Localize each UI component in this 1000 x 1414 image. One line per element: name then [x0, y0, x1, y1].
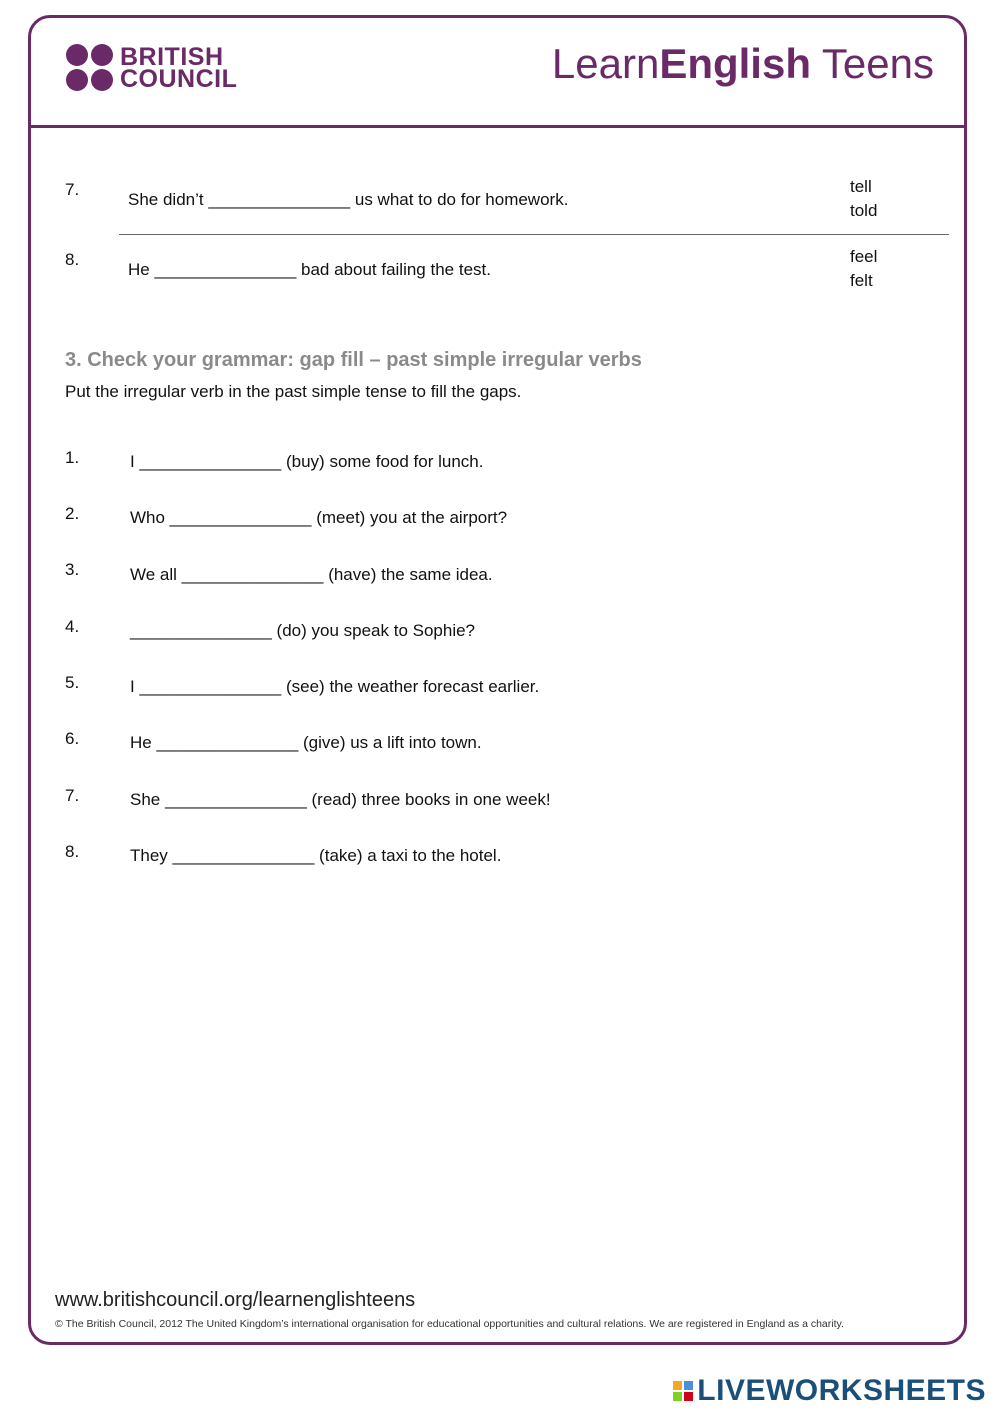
learnenglish-teens-brand — [552, 40, 934, 88]
section-instructions: Put the irregular verb in the past simple tense to fill the gaps. — [65, 382, 522, 401]
gap-fill-sentence[interactable]: I _______________ (see) the weather forecast earlier. — [130, 677, 540, 696]
gap-fill-sentence[interactable]: They _______________ (take) a taxi to the hotel. — [130, 846, 502, 865]
watermark-text: LIVEWORKSHEETS — [697, 1374, 986, 1407]
prev-item-number: 7. — [65, 180, 80, 199]
option-word: feel — [850, 247, 878, 266]
gap-fill-sentence[interactable]: We all _______________ (have) the same idea. — [130, 565, 493, 584]
prev-item-number: 8. — [65, 250, 80, 269]
item-number: 4. — [65, 617, 80, 636]
item-number: 6. — [65, 729, 80, 748]
header-divider — [28, 125, 967, 128]
gap-fill-sentence[interactable]: Who _______________ (meet) you at the airport? — [130, 508, 508, 527]
item-number: 2. — [65, 504, 80, 523]
logo-text — [120, 43, 238, 93]
gap-fill-sentence[interactable]: He _______________ (give) us a lift into town. — [130, 733, 482, 752]
item-number: 3. — [65, 560, 80, 579]
item-number: 1. — [65, 448, 80, 467]
brand-english: English — [659, 40, 811, 87]
option-word: told — [850, 201, 878, 220]
liveworksheets-logo-icon — [673, 1381, 693, 1401]
brand-teens: Teens — [821, 40, 934, 87]
prev-item-options — [850, 245, 877, 293]
prev-item-sentence: She didn’t _______________ us what to do for homework. — [128, 190, 569, 209]
item-number: 5. — [65, 673, 80, 692]
british-council-logo — [66, 44, 237, 92]
logo-line1: BRITISH — [120, 43, 224, 71]
item-divider — [119, 234, 949, 235]
brand-learn: Learn — [551, 40, 660, 87]
gap-fill-sentence[interactable]: _______________ (do) you speak to Sophie? — [130, 621, 476, 640]
prev-item-options — [850, 175, 877, 223]
section-title: 3. Check your grammar: gap fill – past simple irregular verbs — [65, 349, 642, 371]
footer-copyright: © The British Council, 2012 The United Kingdom’s international organisation for educational opportunities and cultural relations. We are registered in England as a charity. — [55, 1318, 844, 1330]
british-council-dots-icon — [66, 44, 114, 92]
footer-url[interactable]: www.britishcouncil.org/learnenglishteens — [55, 1289, 416, 1311]
item-number: 8. — [65, 842, 80, 861]
liveworksheets-watermark — [673, 1374, 986, 1408]
gap-fill-sentence[interactable]: I _______________ (buy) some food for lunch. — [130, 452, 484, 471]
option-word: felt — [850, 271, 873, 290]
logo-line2: COUNCIL — [120, 65, 238, 93]
gap-fill-sentence[interactable]: She _______________ (read) three books in one week! — [130, 790, 551, 809]
item-number: 7. — [65, 786, 80, 805]
prev-item-sentence: He _______________ bad about failing the test. — [128, 260, 491, 279]
option-word: tell — [850, 177, 872, 196]
